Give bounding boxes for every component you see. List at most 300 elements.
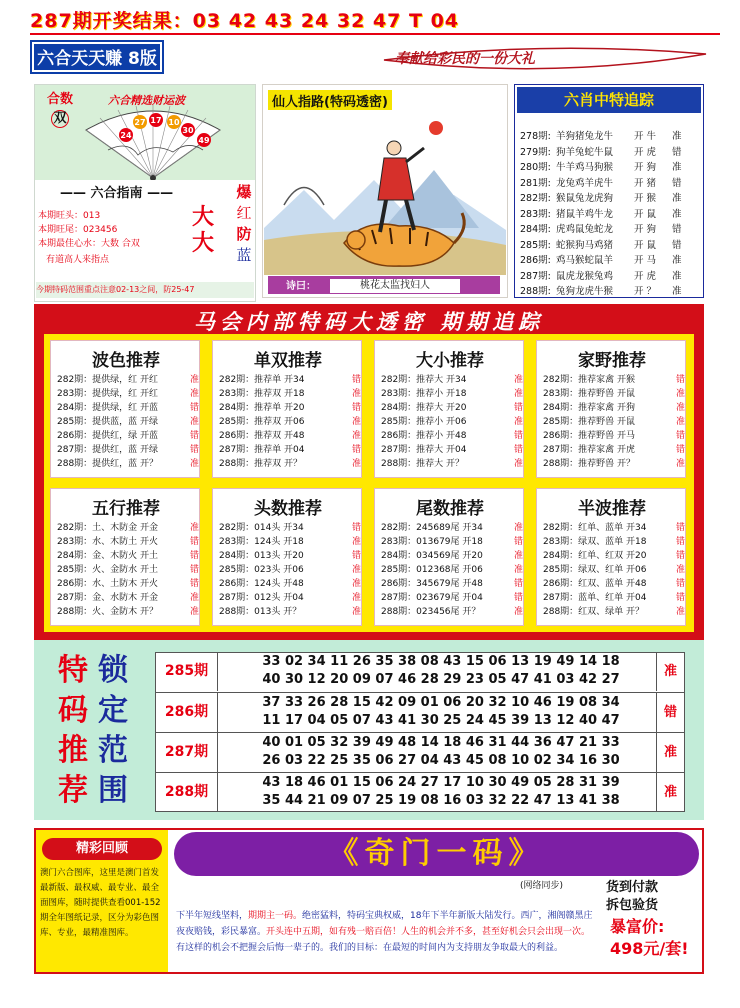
lock-verdict: 准 xyxy=(656,733,684,772)
recommend-rows xyxy=(57,521,199,619)
recommend-row-text: 284期：推荐单 开20 xyxy=(219,403,305,413)
recommend-row-text: 284期：034569尾 开20 xyxy=(381,551,483,561)
big-char-1: 大 xyxy=(192,205,215,230)
recommend-row-text: 286期：水、土防木 开火 xyxy=(57,579,159,589)
zodiac-verdict: 准 xyxy=(672,131,682,142)
recommend-row-verdict: 准 xyxy=(351,593,361,603)
lock-verdict: 准 xyxy=(656,652,684,691)
zodiac-period: 278期: xyxy=(520,131,551,142)
folding-fan-icon xyxy=(78,100,228,180)
recommend-box-title: 尾数推荐 xyxy=(416,499,484,519)
recommend-row xyxy=(219,401,361,415)
recommend-rows xyxy=(219,521,361,619)
heshu-label xyxy=(44,92,76,128)
recommend-row-text: 285期：推荐小 开06 xyxy=(381,417,467,427)
recommend-row-text: 286期：红双、蓝单 开48 xyxy=(543,579,647,589)
recommend-row-text: 288期：推荐野兽 开？ xyxy=(543,459,636,469)
zodiac-verdict: 准 xyxy=(672,193,682,204)
recommend-row-verdict: 错 xyxy=(675,537,685,547)
zodiac-period: 279期: xyxy=(520,146,551,158)
recommend-row xyxy=(543,401,685,415)
fan-ball-number: 24 xyxy=(120,131,132,140)
recommend-row xyxy=(219,591,361,605)
immortal-tiger-illustration xyxy=(264,110,506,275)
recommend-box-title: 五行推荐 xyxy=(92,499,160,519)
insider-section-title: 马会内部特码大透密 期期追踪 xyxy=(193,310,545,334)
heshu-text: 合数 xyxy=(46,92,73,107)
lock-period: 287期 xyxy=(156,733,218,772)
draw-result: 287期开奖结果：03 42 43 24 32 47 T 04 xyxy=(30,10,460,32)
zodiac-row xyxy=(520,252,700,266)
recommend-row xyxy=(381,387,523,401)
zodiac-result: 开 鼠 xyxy=(634,208,657,220)
guide-line-best: 本期最佳心水：大数 合双 xyxy=(38,239,140,249)
zodiac-result: 开 马 xyxy=(634,255,657,266)
recommend-row-text: 283期：绿双、蓝单 开18 xyxy=(543,537,647,547)
recommend-row-text: 284期：提供绿，红 开蓝 xyxy=(57,403,159,413)
recommend-row-verdict: 错 xyxy=(189,431,199,441)
recommend-row-verdict: 准 xyxy=(189,607,199,617)
bao-red: 红 xyxy=(236,204,252,222)
recommend-row-text: 285期：推荐双 开06 xyxy=(219,417,305,427)
zodiac-verdict: 准 xyxy=(672,208,682,220)
recommend-row xyxy=(219,387,361,401)
poem-text: 桃花太监找妇人 xyxy=(330,279,460,293)
zodiac-result: 开 虎 xyxy=(634,146,657,158)
bao-fang: 防 xyxy=(236,225,252,243)
recommend-row-text: 287期：金、水防木 开金 xyxy=(57,593,159,603)
recommend-row-text: 287期：推荐大 开04 xyxy=(381,445,467,455)
recommend-row xyxy=(381,443,523,457)
bao-column xyxy=(232,182,256,266)
recommend-row-text: 286期：推荐双 开48 xyxy=(219,431,305,441)
fan-title: 六合精选财运波 xyxy=(108,94,185,107)
zodiac-verdict: 错 xyxy=(672,146,682,158)
fan-ball-number: 27 xyxy=(134,118,146,127)
recommend-box xyxy=(374,488,524,626)
recommend-row-verdict: 准 xyxy=(513,523,523,533)
zodiac-result: 开 ？ xyxy=(634,286,657,297)
zodiac-picks: 狗羊兔蛇牛鼠 xyxy=(556,146,614,158)
recommend-row-text: 287期：012头 开04 xyxy=(219,593,304,603)
price-label: 暴富价: xyxy=(610,917,665,936)
recommend-row-text: 288期：推荐双 开？ xyxy=(219,459,303,469)
recommend-row-text: 284期：013头 开20 xyxy=(219,551,304,561)
recommend-row-verdict: 错 xyxy=(675,593,685,603)
recommend-row-verdict: 错 xyxy=(513,593,523,603)
promo-red-2: 开头连中五期，如有残一赔百倍！人生的机会并不多，甚至好机会只会出现一次。 xyxy=(266,927,591,937)
zodiac-period: 281期: xyxy=(520,177,551,189)
fan-ball-number: 49 xyxy=(198,136,210,145)
zodiac-row xyxy=(520,237,700,251)
recommend-row-verdict: 准 xyxy=(351,417,361,427)
recommend-row-text: 282期：推荐家禽 开猴 xyxy=(543,375,636,385)
zodiac-picks: 兔狗龙虎牛猴 xyxy=(556,286,614,297)
recommend-row-verdict: 准 xyxy=(513,375,523,385)
fan-ball-number: 17 xyxy=(150,116,162,125)
recommend-row-text: 286期：124头 开48 xyxy=(219,579,304,589)
zodiac-row xyxy=(520,175,700,189)
recommend-row-text: 286期：推荐野兽 开马 xyxy=(543,431,636,441)
recommend-row xyxy=(381,521,523,535)
recommend-row-text: 287期：推荐单 开04 xyxy=(219,445,305,455)
recommend-row-verdict: 准 xyxy=(513,551,523,561)
recommend-row-text: 286期：推荐小 开48 xyxy=(381,431,467,441)
recommend-row-verdict: 准 xyxy=(189,417,199,427)
recommend-box-title: 家野推荐 xyxy=(578,351,646,371)
recommend-row xyxy=(381,373,523,387)
recommend-row-verdict: 准 xyxy=(351,579,361,589)
zodiac-picks: 虎鸡鼠兔蛇龙 xyxy=(556,224,614,235)
recommend-row-text: 288期：红双、绿单 开？ xyxy=(543,607,645,617)
zodiac-row xyxy=(520,159,700,173)
heshu-value: 双 xyxy=(51,110,69,128)
recommend-row xyxy=(381,401,523,415)
zodiac-verdict: 准 xyxy=(672,270,682,282)
lock-numbers-line1: 43 18 46 01 15 06 24 27 17 10 30 49 05 28 31 39 xyxy=(262,775,620,790)
recommend-box xyxy=(212,488,362,626)
zodiac-result: 开 狗 xyxy=(634,224,657,235)
recommend-row-text: 282期：推荐大 开34 xyxy=(381,375,467,385)
recommend-row xyxy=(57,429,199,443)
recommend-row-verdict: 错 xyxy=(675,579,685,589)
recommend-row-verdict: 准 xyxy=(351,431,361,441)
recommend-row xyxy=(57,563,199,577)
recommend-row xyxy=(543,563,685,577)
lock-period: 285期 xyxy=(156,652,218,691)
recommend-row xyxy=(57,457,199,471)
zodiac-period: 286期: xyxy=(520,255,551,266)
recommend-box-title: 半波推荐 xyxy=(578,499,646,519)
recommend-row-text: 285期：推荐野兽 开鼠 xyxy=(543,417,636,427)
recommend-row-verdict: 准 xyxy=(675,607,685,617)
zodiac-period: 283期: xyxy=(520,208,551,220)
recommend-box xyxy=(374,340,524,478)
lock-verdict: 准 xyxy=(656,773,684,812)
recommend-row-verdict: 错 xyxy=(513,445,523,455)
recommend-row xyxy=(543,457,685,471)
zodiac-verdict: 错 xyxy=(672,177,682,189)
recommend-row-text: 282期：红单、蓝单 开34 xyxy=(543,523,647,533)
lock-row xyxy=(156,732,684,772)
recommend-row-verdict: 错 xyxy=(351,403,361,413)
zodiac-verdict: 错 xyxy=(672,239,682,251)
lock-numbers-line1: 33 02 34 11 26 35 38 08 43 15 06 13 19 49 14 18 xyxy=(262,654,620,669)
recommend-row xyxy=(543,591,685,605)
recommend-box xyxy=(50,488,200,626)
big-char-2: 大 xyxy=(192,231,215,256)
recommend-row-verdict: 错 xyxy=(189,403,199,413)
zodiac-period: 288期: xyxy=(520,286,551,297)
recommend-row-verdict: 准 xyxy=(675,389,685,399)
recommend-box xyxy=(50,340,200,478)
lock-numbers-line2: 26 03 22 25 35 06 27 04 43 45 08 10 02 34 16 30 xyxy=(262,753,620,768)
recommend-row xyxy=(381,605,523,619)
big-characters xyxy=(192,205,214,257)
zodiac-row xyxy=(520,268,700,282)
poem-label: 诗曰： xyxy=(286,281,316,292)
recommend-row-text: 285期：绿双、红单 开06 xyxy=(543,565,647,575)
recommend-row-text: 285期：012368尾 开06 xyxy=(381,565,483,575)
zodiac-period: 280期: xyxy=(520,162,551,173)
recommend-box-title: 单双推荐 xyxy=(254,351,322,371)
promo-blue-1: 下半年短线坚料， xyxy=(176,911,249,921)
zodiac-period: 285期: xyxy=(520,239,551,251)
zodiac-verdict: 准 xyxy=(672,162,682,173)
recommend-row-verdict: 错 xyxy=(351,375,361,385)
recommend-row xyxy=(219,521,361,535)
recommend-row xyxy=(381,415,523,429)
recommend-rows xyxy=(381,521,523,619)
guide-title: —— 六合指南 —— xyxy=(60,186,174,201)
recommend-row-text: 287期：023679尾 开04 xyxy=(381,593,483,603)
zodiac-picks: 牛羊鸡马狗猴 xyxy=(556,162,614,173)
recommend-row-verdict: 错 xyxy=(513,579,523,589)
zodiac-row xyxy=(520,128,700,142)
recommend-box-title: 头数推荐 xyxy=(254,499,322,519)
recommend-row xyxy=(543,577,685,591)
recommend-row-verdict: 准 xyxy=(351,537,361,547)
review-title: 精彩回顾 xyxy=(42,838,162,860)
lock-left-char: 特 xyxy=(58,653,88,688)
promo-text xyxy=(176,908,596,956)
zodiac-picks: 鸡马猴蛇鼠羊 xyxy=(556,255,614,266)
lock-row xyxy=(156,772,684,812)
recommend-row xyxy=(381,457,523,471)
recommend-row-verdict: 准 xyxy=(351,389,361,399)
recommend-row xyxy=(543,429,685,443)
recommend-row-text: 286期：345679尾 开48 xyxy=(381,579,483,589)
lock-right-char: 范 xyxy=(98,733,128,768)
recommend-row xyxy=(543,521,685,535)
recommend-row xyxy=(57,535,199,549)
guide-line-tail: 本期旺尾：023456 xyxy=(38,225,118,235)
lock-numbers-line2: 11 17 04 05 07 43 41 30 25 24 45 39 13 12 40 47 xyxy=(262,713,620,728)
recommend-row-verdict: 准 xyxy=(189,593,199,603)
recommend-row xyxy=(219,457,361,471)
recommend-row-text: 284期：红单、红双 开20 xyxy=(543,551,647,561)
promo-blue-3: 有这样的机会不把握会后悔一辈子的。我们的目标：在最短的时间内为支持朋友争取最大的利益。 xyxy=(176,943,564,953)
zodiac-picks: 猴鼠兔龙虎狗 xyxy=(556,193,614,204)
recommend-row xyxy=(57,605,199,619)
lock-numbers-line2: 40 30 12 20 09 07 46 28 29 23 05 47 41 03 42 27 xyxy=(262,672,620,687)
recommend-row-verdict: 准 xyxy=(351,565,361,575)
zodiac-row xyxy=(520,283,700,297)
recommend-row-text: 285期：提供蓝，蓝 开绿 xyxy=(57,417,159,427)
recommend-row-verdict: 错 xyxy=(189,565,199,575)
recommend-row-verdict: 错 xyxy=(513,431,523,441)
recommend-row-verdict: 错 xyxy=(675,551,685,561)
recommend-row xyxy=(57,443,199,457)
recommend-row-verdict: 错 xyxy=(675,375,685,385)
zodiac-result: 开 虎 xyxy=(634,270,657,282)
lock-numbers-line2: 35 44 21 09 07 25 19 08 16 03 32 22 47 13 41 38 xyxy=(262,793,620,808)
recommend-row xyxy=(381,535,523,549)
zodiac-row xyxy=(520,206,700,220)
cod-label: 货到付款 xyxy=(606,880,659,895)
recommend-row xyxy=(219,549,361,563)
lock-verdict: 错 xyxy=(656,693,684,732)
recommend-row-verdict: 错 xyxy=(351,551,361,561)
guide-line-head: 本期旺头：013 xyxy=(38,211,101,221)
recommend-row xyxy=(381,549,523,563)
recommend-row-verdict: 准 xyxy=(351,607,361,617)
recommend-row-text: 283期：推荐双 开18 xyxy=(219,389,305,399)
recommend-row-verdict: 准 xyxy=(675,403,685,413)
recommend-row xyxy=(57,577,199,591)
lock-left-char: 码 xyxy=(58,693,88,728)
recommend-row-text: 284期：金、木防火 开土 xyxy=(57,551,159,561)
price-value: 498元/套! xyxy=(610,939,689,958)
lock-right-char: 锁 xyxy=(98,653,128,688)
recommend-row-verdict: 错 xyxy=(351,445,361,455)
recommend-row-verdict: 准 xyxy=(513,417,523,427)
recommend-row-text: 288期：推荐大 开？ xyxy=(381,459,465,469)
recommend-row xyxy=(543,605,685,619)
recommend-row xyxy=(543,373,685,387)
recommend-row-text: 285期：火、金防水 开土 xyxy=(57,565,159,575)
net-sync-label: (网络同步) xyxy=(520,881,564,891)
recommend-row-verdict: 准 xyxy=(189,523,199,533)
recommend-row-text: 282期：245689尾 开34 xyxy=(381,523,483,533)
promo-blue-2: 绝密猛料，特码宝典权威，18年下半年新版大陆发行。西广，湘阁赣黑庄夜夜赔钱，彩民暴富。 xyxy=(176,911,593,937)
recommend-row-verdict: 准 xyxy=(513,389,523,399)
bao-char: 爆 xyxy=(236,183,252,201)
zodiac-picks: 鼠虎龙猴兔鸡 xyxy=(556,270,614,282)
lock-row xyxy=(156,652,684,692)
recommend-row xyxy=(219,563,361,577)
guide-title-text: 六合指南 xyxy=(90,186,143,201)
recommend-row-text: 283期：水、木防土 开火 xyxy=(57,537,159,547)
recommend-row-verdict: 准 xyxy=(675,417,685,427)
zodiac-picks: 蛇猴狗马鸡猪 xyxy=(556,239,614,251)
recommend-row-verdict: 错 xyxy=(189,537,199,547)
recommend-row xyxy=(543,535,685,549)
recommend-row xyxy=(57,591,199,605)
zodiac-period: 284期: xyxy=(520,224,551,235)
recommend-row-verdict: 错 xyxy=(189,579,199,589)
recommend-row-text: 282期：提供绿，红 开红 xyxy=(57,375,159,385)
guide-line-tip: 有道高人来指点 xyxy=(46,255,110,265)
recommend-row xyxy=(57,373,199,387)
recommend-row-text: 288期：提供红，蓝 开？ xyxy=(57,459,159,469)
zodiac-verdict: 准 xyxy=(672,255,682,266)
zodiac-result: 开 牛 xyxy=(634,131,657,142)
recommend-row xyxy=(219,605,361,619)
zodiac-row xyxy=(520,221,700,235)
recommend-row xyxy=(543,549,685,563)
recommend-row-text: 282期：推荐单 开34 xyxy=(219,375,305,385)
recommend-rows xyxy=(219,373,361,471)
recommend-box-title: 大小推荐 xyxy=(416,351,484,371)
lock-left-char: 推 xyxy=(58,733,88,768)
zodiac-verdict: 准 xyxy=(672,286,682,297)
recommend-row-text: 287期：蓝单、红单 开04 xyxy=(543,593,647,603)
recommend-row xyxy=(543,387,685,401)
recommend-row-verdict: 错 xyxy=(513,403,523,413)
recommend-row xyxy=(381,591,523,605)
recommend-row xyxy=(57,521,199,535)
recommend-row-verdict: 准 xyxy=(189,375,199,385)
recommend-row-text: 283期：推荐小 开18 xyxy=(381,389,467,399)
zodiac-row xyxy=(520,144,700,158)
inspect-label: 拆包验货 xyxy=(606,898,659,913)
lock-numbers-line1: 40 01 05 32 39 49 48 14 18 46 31 44 36 47 21 33 xyxy=(262,735,620,750)
recommend-row xyxy=(57,401,199,415)
recommend-row xyxy=(57,549,199,563)
recommend-row-text: 288期：火、金防木 开？ xyxy=(57,607,159,617)
review-text: 澳门六合图库，这里是澳门首发最新版、最权威、最专业、最全面图库，随时提供查看001-152期全年图纸记录，区分为彩色图库、专业，最精准图库。 xyxy=(40,868,161,938)
recommend-row-verdict: 错 xyxy=(189,551,199,561)
recommend-row-verdict: 准 xyxy=(513,459,523,469)
recommend-row xyxy=(219,429,361,443)
recommend-row-text: 285期：023头 开06 xyxy=(219,565,304,575)
recommend-row xyxy=(381,577,523,591)
lock-period: 288期 xyxy=(156,773,218,812)
recommend-row-verdict: 准 xyxy=(675,459,685,469)
recommend-row xyxy=(543,415,685,429)
recommend-row xyxy=(381,429,523,443)
lock-right-char: 定 xyxy=(98,693,128,728)
zodiac-tracking-title: 六肖中特追踪 xyxy=(517,87,701,113)
recommend-row-verdict: 准 xyxy=(675,565,685,575)
zodiac-picks: 羊狗猪兔龙牛 xyxy=(556,131,614,142)
recommend-box xyxy=(212,340,362,478)
recommend-row-verdict: 准 xyxy=(513,565,523,575)
recommend-row-verdict: 准 xyxy=(189,389,199,399)
recommend-row xyxy=(381,563,523,577)
recommend-row xyxy=(57,387,199,401)
lock-numbers-line1: 37 33 26 28 15 42 09 01 06 20 32 10 46 19 08 34 xyxy=(262,695,620,710)
recommend-row xyxy=(219,443,361,457)
recommend-box xyxy=(536,488,686,626)
edition-badge: 六合天天赚 8版 xyxy=(32,42,162,72)
range-footer: 今期特码范围重点注意02-13之间，防25-47 xyxy=(36,282,254,298)
recommend-row-verdict: 错 xyxy=(351,523,361,533)
recommend-row xyxy=(219,535,361,549)
recommend-row xyxy=(219,577,361,591)
recommend-row xyxy=(57,415,199,429)
recommend-row-text: 283期：124头 开18 xyxy=(219,537,304,547)
bao-blue: 蓝 xyxy=(236,246,252,264)
zodiac-period: 287期: xyxy=(520,270,551,282)
recommend-box-title: 波色推荐 xyxy=(92,351,160,371)
recommend-row-verdict: 错 xyxy=(675,523,685,533)
recommend-row xyxy=(543,443,685,457)
recommend-row-text: 287期：推荐家禽 开虎 xyxy=(543,445,636,455)
immortal-title: 仙人指路(特码透密) xyxy=(268,90,392,111)
recommend-row-text: 282期：土、木防金 开金 xyxy=(57,523,159,533)
recommend-row-verdict: 错 xyxy=(513,537,523,547)
zodiac-row xyxy=(520,190,700,204)
recommend-row-text: 287期：提供红，蓝 开绿 xyxy=(57,445,159,455)
recommend-row-text: 283期：提供绿，红 开红 xyxy=(57,389,159,399)
recommend-row-text: 283期：013679尾 开18 xyxy=(381,537,483,547)
zodiac-result: 开 猴 xyxy=(634,193,657,204)
qimen-banner-text: 《奇门一码》 xyxy=(328,836,545,871)
zodiac-result: 开 猪 xyxy=(634,177,657,189)
recommend-row-verdict: 错 xyxy=(189,445,199,455)
lock-right-char: 围 xyxy=(98,773,128,808)
recommend-rows xyxy=(543,521,685,619)
recommend-row-verdict: 准 xyxy=(513,607,523,617)
recommend-row-text: 286期：提供红，绿 开蓝 xyxy=(57,431,159,441)
header-divider xyxy=(30,33,720,35)
zodiac-picks: 龙兔鸡羊虎牛 xyxy=(556,177,614,189)
lock-period: 286期 xyxy=(156,693,218,732)
zodiac-period: 282期: xyxy=(520,193,551,204)
zodiac-result: 开 狗 xyxy=(634,162,657,173)
